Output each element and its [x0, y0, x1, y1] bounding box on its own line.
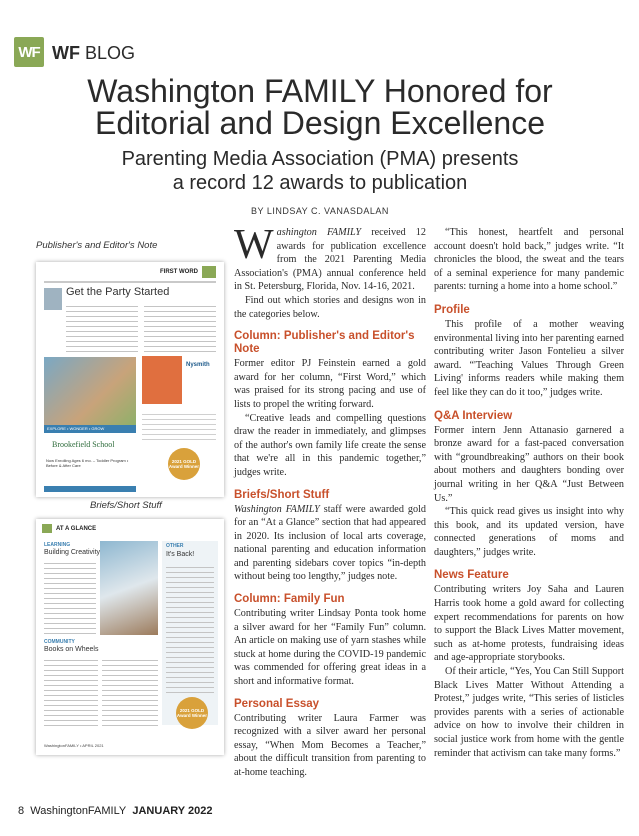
article-column-2 [434, 226, 624, 760]
page-number: 8 [18, 805, 25, 817]
paragraph-personal-essay: Contributing writer Laura Farmer was recognized with a silver award her personal essay, “When Mom Becomes a Teacher,” about the difficult transition from parenting to at-home teaching. [234, 712, 426, 778]
briefs-text: staff were awarded gold for an “At a Glance” section that had appeared in 2020. Its inclusion of local arts coverage, national parenting and education information and parenting sidebars cover topics “in-depth without being too lengthy,” judges note. [234, 503, 426, 583]
gold-award-seal-2: 2021 GOLD Award Winner [176, 697, 208, 729]
paragraph-qa-2: “This quick read gives us insight into why this book, and its updated version, have connected generations of moms and daughters,” judges write. [434, 506, 624, 558]
thumbnail-first-word-page [36, 262, 224, 497]
caption-publisher-note: Publisher's and Editor's Note [36, 240, 158, 251]
ad-orange-block [142, 356, 182, 404]
footer-publication: WashingtonFAMILY [30, 805, 127, 817]
subheadline [20, 147, 620, 195]
sidebar-label: OTHER [166, 543, 184, 549]
byline: BY LINDSAY C. VANASDALAN [251, 206, 389, 216]
paragraph-profile: This profile of a mother weaving environmental living into her parenting earned contributing writer Jason Fontelieu a silver award. “'Teaching Values Through Green Living' informs readers while making them feel like they can do it too,” judges write. [434, 318, 624, 398]
community-text-left [44, 656, 98, 726]
title-books-on-wheels: Books on Wheels [44, 646, 99, 653]
column-text-right [144, 302, 216, 352]
learning-text [44, 559, 96, 635]
editor-photo [44, 288, 62, 310]
headline [20, 75, 620, 139]
heading-personal-essay: Personal Essay [234, 697, 320, 710]
paragraph-news-1: Contributing writers Joy Saha and Lauren Harris took home a gold award for collecting expert recommendations for parents on how to support the Black Lives Matter movement, such as at-home protests, fundraising ideas and age-appropriate storybooks. [434, 584, 624, 664]
briefs-pub-name: Washington FAMILY [234, 503, 320, 515]
blog-title [52, 43, 135, 64]
wf-logo: WF [14, 37, 44, 67]
headline-line-2: Editorial and Design Excellence [94, 105, 546, 141]
headline-line-1: Washington FAMILY Honored for [87, 73, 553, 109]
heading-briefs: Briefs/Short Stuff [234, 488, 330, 501]
paragraph-column-1: Former editor PJ Feinstein earned a gold award for her column, “First Word,” which was praised for its strong pacing and use of lists to propel the writing forward. [234, 358, 426, 410]
school-footer-bar [44, 486, 136, 492]
thumb-rule [44, 281, 216, 283]
subheadline-line-1: Parenting Media Association (PMA) presents [121, 148, 519, 170]
thumb-footer: WashingtonFAMILY • APRIL 2021 [44, 743, 104, 748]
subheadline-line-2: a record 12 awards to publication [172, 172, 468, 194]
gold-award-seal: 2021 GOLD Award Winner [168, 448, 200, 480]
learning-photo [100, 541, 158, 635]
article-column-1 [234, 222, 426, 780]
page-footer [18, 805, 212, 817]
paragraph-qa-1: Former intern Jenn Attanasio garnered a bronze award for a fast-paced conversation with “groundbreaking” authors on their book about mothers and daughters bonding over journal writing in her Q&A “Just Between Us.” [434, 424, 624, 504]
paragraph-briefs [234, 503, 426, 585]
mini-wf-logo-2 [42, 524, 52, 533]
paragraph-news-2: Of their article, “Yes, You Can Still Support Black Lives Matter Without Attending a Protest,” judges write, “This series of listicles provides parents with a series of actionable advice on how to involve their children in social justice work from home with the gentle reminder that activism can take many forms.” [434, 666, 624, 759]
drop-cap: W [234, 222, 274, 268]
paragraph-find-out: Find out which stories and designs won in the categories below. [234, 294, 426, 320]
first-word-label: FIRST WORD [160, 269, 198, 275]
paragraph-column-2: “Creative leads and compelling questions draw the reader in immediately, and glimpses of the author's own family life create the sense that we're all in this pandemic together,” judges write. [234, 412, 426, 478]
heading-news-feature: News Feature [434, 569, 509, 582]
at-a-glance-label: AT A GLANCE [56, 526, 97, 532]
section-learning: LEARNING [44, 542, 71, 548]
heading-profile: Profile [434, 303, 470, 316]
community-text-right [102, 656, 158, 726]
section-community: COMMUNITY [44, 639, 75, 645]
blog-title-bold: WF [52, 43, 80, 63]
ad-banner [44, 425, 136, 433]
paragraph-essay-quote: “This honest, heartfelt and personal account doesn't hold back,” judges write. “It chronicles the blood, the sweat and the tears of a seminal experience for many pandemic parents: turning a home into a home school.” [434, 227, 624, 293]
ad-photo-kids [44, 357, 136, 425]
ad-text-block [142, 410, 216, 440]
heading-column-publisher: Column: Publisher's and Editor's Note [234, 330, 415, 356]
sidebar-text [166, 563, 214, 693]
school-enroll-text: Now Enrolling Ages 6 mo. – Toddler Program • Before & After Care [46, 458, 129, 468]
ad-banner-text: EXPLORE • WONDER • GROW [47, 426, 105, 431]
caption-briefs: Briefs/Short Stuff [90, 500, 162, 511]
school-name: Brookefield School [52, 440, 115, 449]
nysmith-ad: Nysmith [186, 362, 210, 368]
thumbnail-at-a-glance-page [36, 519, 224, 755]
footer-date: JANUARY 2022 [132, 805, 213, 817]
blog-title-rest: BLOG [79, 43, 136, 63]
title-building-creativity: Building Creativity [44, 549, 101, 556]
thumb-title-party: Get the Party Started [66, 286, 170, 298]
column-text-left [66, 302, 138, 352]
heading-family-fun: Column: Family Fun [234, 593, 345, 606]
intro-paragraph [234, 222, 426, 294]
paragraph-family-fun: Contributing writer Lindsay Ponta took home a silver award for her “Family Fun” column. An article on making use of yarn stashes while stuck at home during the COVID-19 pandemic was commended for offering great ideas in a short and informative format. [234, 608, 426, 688]
sidebar-title: It's Back! [166, 551, 195, 558]
intro-pub-name: ashington FAMILY [276, 227, 362, 238]
heading-qa-interview: Q&A Interview [434, 409, 513, 422]
intro-text: received 12 awards for publication excellence from the 2021 Parenting Media Association's (PMA) annual conference held in St. Petersburg, Florida, Nov. 14-16, 2021. [234, 227, 426, 293]
mini-wf-logo [202, 266, 216, 278]
